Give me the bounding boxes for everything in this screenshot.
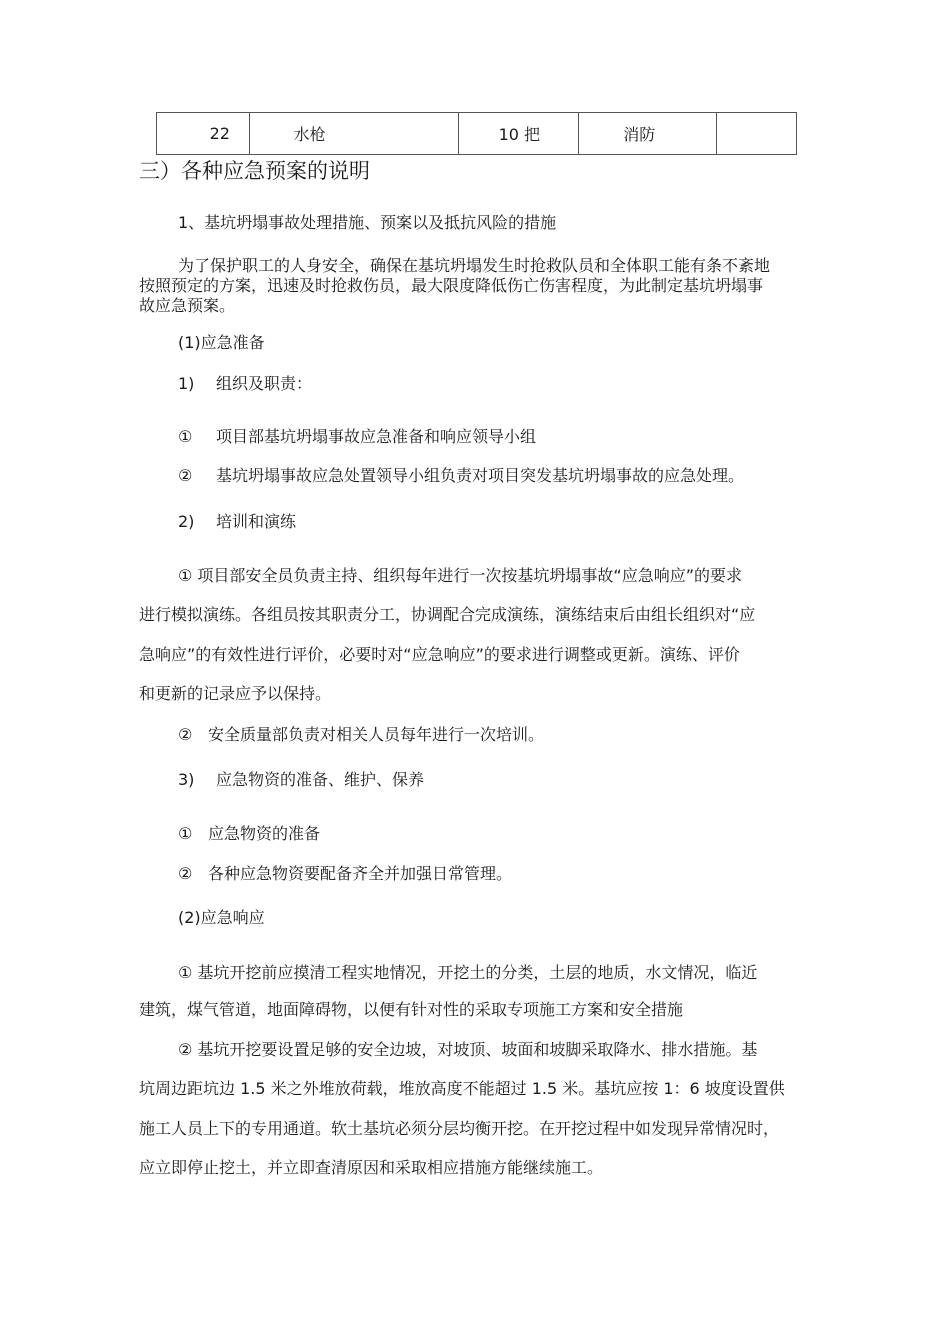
resp-p1-line-1: ① 基坑开挖前应摸清工程实地情况，开挖土的分类，土层的地质，水文情况，临近 xyxy=(178,963,758,982)
item-quantity: 10 把 xyxy=(458,113,579,155)
prep-mat-item-2-text: 各种应急物资要配备齐全并加强日常管理。 xyxy=(208,864,513,883)
resp-p1-line-2: 建筑，煤气管道，地面障碍物，以便有针对性的采取专项施工方案和安全措施 xyxy=(139,1000,684,1019)
prep-train-item-2-number: ② xyxy=(178,725,193,744)
prep-mat-item-2 xyxy=(178,864,868,884)
prep-train-item-2-text: 安全质量部负责对相关人员每年进行一次培训。 xyxy=(208,725,545,744)
item-name: 水枪 xyxy=(249,113,458,155)
intro-line-1: 为了保护职工的人身安全，确保在基坑坍塌发生时抢救队员和全体职工能有条不紊地 xyxy=(178,256,771,275)
prep-org-item-2 xyxy=(178,466,868,486)
prep-org-item-1 xyxy=(178,427,868,447)
prep-title: (1)应急准备 xyxy=(178,333,265,352)
prep-mat-item-1-number: ① xyxy=(178,824,193,843)
resp-title: (2)应急响应 xyxy=(178,908,265,927)
prep-mat-item-1-text: 应急物资的准备 xyxy=(208,824,321,843)
prep-mat-item-1 xyxy=(178,824,868,844)
prep-mat-item-2-number: ② xyxy=(178,864,193,883)
prep-org-item-2-number: ② xyxy=(178,466,193,485)
train-para-line-4: 和更新的记录应予以保持。 xyxy=(139,684,332,703)
resp-p2-line-3: 施工人员上下的专用通道。软土基坑必须分层均衡开挖。在开挖过程中如发现异常情况时， xyxy=(139,1119,780,1138)
intro-line-2: 按照预定的方案，迅速及时抢救伤员，最大限度降低伤亡伤害程度，为此制定基坑坍塌事 xyxy=(139,276,764,295)
prep-org-item-1-number: ① xyxy=(178,427,193,446)
prep-train-item-2 xyxy=(178,725,868,745)
prep-train-text: 培训和演练 xyxy=(216,512,297,531)
sub-title: 1、基坑坍塌事故处理措施、预案以及抵抗风险的措施 xyxy=(178,213,557,232)
resp-p2-line-1: ② 基坑开挖要设置足够的安全边坡，对坡顶、坡面和坡脚采取降水、排水措施。基 xyxy=(178,1040,758,1059)
prep-mat-number: 3) xyxy=(178,770,195,789)
prep-org-number: 1) xyxy=(178,374,195,393)
train-para-line-1: ① 项目部安全员负责主持、组织每年进行一次按基坑坍塌事故“应急响应”的要求 xyxy=(178,566,743,585)
prep-train xyxy=(178,512,868,532)
prep-train-number: 2) xyxy=(178,512,195,531)
row-number: 22 xyxy=(157,113,250,155)
resp-p2-line-2: 坑周边距坑边 1.5 米之外堆放荷载，堆放高度不能超过 1.5 米。基坑应按 1：6 坡度设置供 xyxy=(139,1079,785,1098)
prep-mat xyxy=(178,770,868,790)
resp-p2-line-4: 应立即停止挖土，并立即查清原因和采取相应措施方能继续施工。 xyxy=(139,1158,604,1177)
section-title: 三）各种应急预案的说明 xyxy=(139,159,370,183)
prep-org-text: 组织及职责： xyxy=(216,374,313,393)
train-para-line-2: 进行模拟演练。各组员按其职责分工，协调配合完成演练，演练结束后由组长组织对“应 xyxy=(139,605,756,624)
intro-line-3: 故应急预案。 xyxy=(139,296,236,315)
item-usage: 消防 xyxy=(579,113,716,155)
prep-mat-text: 应急物资的准备、维护、保养 xyxy=(216,770,425,789)
table-row xyxy=(157,113,797,155)
item-note xyxy=(716,113,796,155)
prep-org-item-1-text: 项目部基坑坍塌事故应急准备和响应领导小组 xyxy=(216,427,537,446)
prep-org xyxy=(178,374,868,394)
resource-table xyxy=(156,112,797,155)
train-para-line-3: 急响应”的有效性进行评价，必要时对“应急响应”的要求进行调整或更新。演练、评价 xyxy=(139,645,740,664)
prep-org-item-2-text: 基坑坍塌事故应急处置领导小组负责对项目突发基坑坍塌事故的应急处理。 xyxy=(216,466,745,485)
